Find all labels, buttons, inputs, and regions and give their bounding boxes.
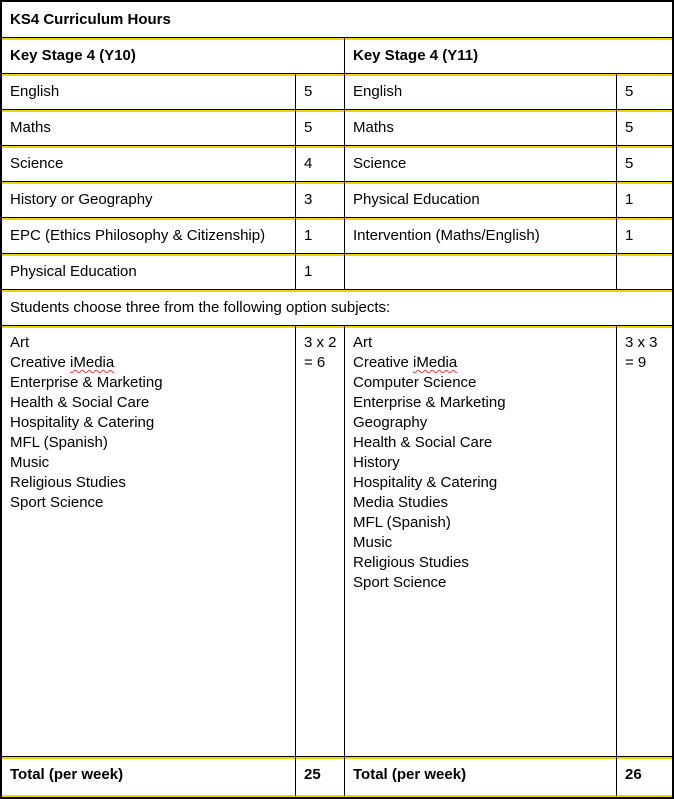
option-subject: MFL (Spanish) <box>10 434 108 451</box>
hours-cell-y11: 5 <box>617 146 672 182</box>
option-subject: Music <box>10 454 50 471</box>
hours-cell-y11: 1 <box>617 218 672 254</box>
options-note: Students choose three from the following option subjects: <box>2 290 672 326</box>
subject-cell-y10: Physical Education <box>2 254 296 290</box>
options-list-y11 <box>345 326 617 757</box>
subject-cell-y11: English <box>345 74 617 110</box>
option-subject: Computer Science <box>353 374 477 391</box>
options-list-y10 <box>2 326 296 757</box>
option-subject: Geography <box>353 414 428 431</box>
options-hours-formula: 3 x 3 <box>625 334 658 351</box>
total-label-y10: Total (per week) <box>2 757 296 797</box>
hours-cell-y11: 5 <box>617 110 672 146</box>
option-subject: Art <box>10 334 30 351</box>
total-label-y11: Total (per week) <box>345 757 617 797</box>
options-hours-result: = 6 <box>304 354 326 371</box>
options-hours-formula: 3 x 2 <box>304 334 337 351</box>
header-y10: Key Stage 4 (Y10) <box>2 38 345 74</box>
option-subject: Sport Science <box>10 494 104 511</box>
options-hours-y11 <box>617 326 672 757</box>
hours-cell-y10: 5 <box>296 110 345 146</box>
subject-cell-y10: EPC (Ethics Philosophy & Citizenship) <box>2 218 296 254</box>
option-subject: Creative iMedia <box>10 354 115 371</box>
option-subject: Creative iMedia <box>353 354 458 371</box>
options-hours-y10 <box>296 326 345 757</box>
option-subject: Enterprise & Marketing <box>353 394 506 411</box>
subject-cell-y11: Physical Education <box>345 182 617 218</box>
hours-cell-y10: 5 <box>296 74 345 110</box>
option-subject: Media Studies <box>353 494 449 511</box>
option-subject: History <box>353 454 400 471</box>
hours-cell-y11: 1 <box>617 182 672 218</box>
hours-cell-y10: 3 <box>296 182 345 218</box>
option-subject: Health & Social Care <box>10 394 150 411</box>
subject-cell-y11: Science <box>345 146 617 182</box>
table-title: KS4 Curriculum Hours <box>2 2 672 38</box>
option-subject: Music <box>353 534 393 551</box>
option-subject: Health & Social Care <box>353 434 493 451</box>
subject-cell-y10: Science <box>2 146 296 182</box>
hours-cell-y11-empty <box>617 254 672 290</box>
option-subject: Religious Studies <box>353 554 469 571</box>
option-subject: Art <box>353 334 373 351</box>
subject-cell-y10: History or Geography <box>2 182 296 218</box>
option-subject: Sport Science <box>353 574 447 591</box>
total-value-y11: 26 <box>617 757 672 797</box>
header-y11: Key Stage 4 (Y11) <box>345 38 672 74</box>
subject-cell-y10: Maths <box>2 110 296 146</box>
hours-cell-y11: 5 <box>617 74 672 110</box>
option-subject: Hospitality & Catering <box>10 414 155 431</box>
subject-cell-y11-empty <box>345 254 617 290</box>
option-subject: Enterprise & Marketing <box>10 374 163 391</box>
option-subject: Religious Studies <box>10 474 126 491</box>
hours-cell-y10: 1 <box>296 218 345 254</box>
subject-cell-y11: Intervention (Maths/English) <box>345 218 617 254</box>
hours-cell-y10: 4 <box>296 146 345 182</box>
subject-cell-y11: Maths <box>345 110 617 146</box>
options-hours-result: = 9 <box>625 354 647 371</box>
subject-cell-y10: English <box>2 74 296 110</box>
total-value-y10: 25 <box>296 757 345 797</box>
option-subject: MFL (Spanish) <box>353 514 451 531</box>
hours-cell-y10: 1 <box>296 254 345 290</box>
option-subject: Hospitality & Catering <box>353 474 498 491</box>
